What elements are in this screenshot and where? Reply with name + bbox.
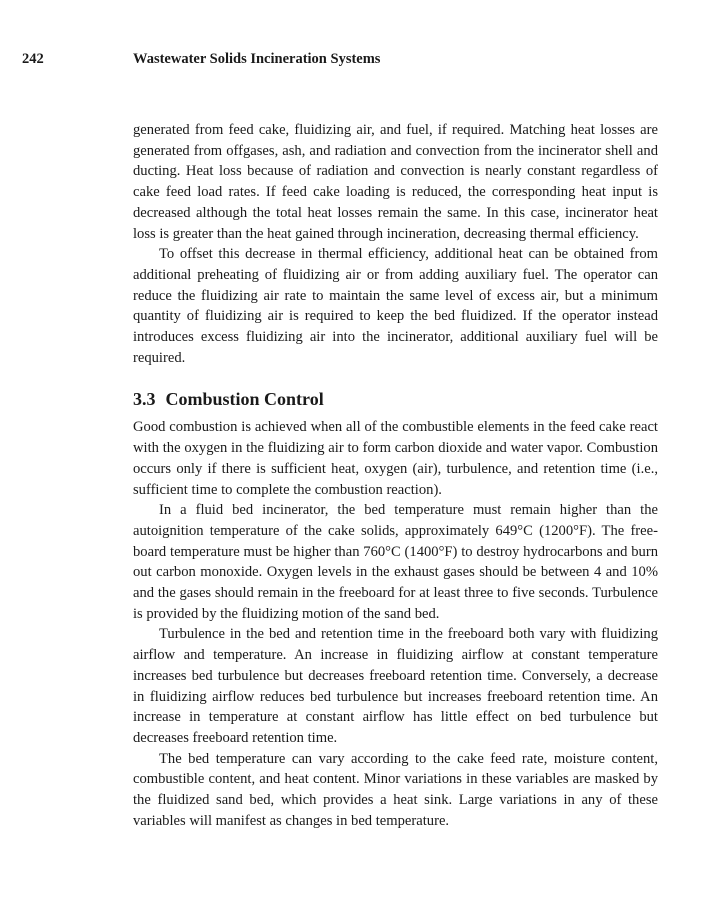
running-head (22, 49, 667, 69)
section-number: 3.3 (133, 389, 156, 410)
paragraph-offset-efficiency: To offset this decrease in thermal efficiency, additional heat can be obtained from additional preheating of fluidizing air or from adding auxiliary fuel. The operator can reduce the fluidizing air rate to maintain the same level of excess air, but a minimum quantity of fluidizing air is required to keep the bed fluidized. If the operator instead introduces excess fluidizing air into the incinerator, additional auxiliary fuel will be required. (133, 246, 658, 366)
paragraph-bed-temperature: In a fluid bed incinerator, the bed temperature must remain higher than the autoignition temperature of the cake solids, approximately 649°C (1200°F). The freeboard temperature must be higher than 760°C (1400°F) to destroy hydrocarbons and burn out carbon monoxide. Oxygen levels in the exhaust gases should be between 4 and 10% and the gases should remain in the freeboard for at least three to five seconds. Turbulence is provided by the fluidizing motion of the sand bed. (133, 502, 658, 622)
book-title: Wastewater Solids Incineration Systems (133, 51, 381, 67)
page-number: 242 (22, 51, 44, 67)
paragraph-continued: generated from feed cake, fluidizing air, and fuel, if required. Matching heat losses are generated from offgases, ash, and radiation and convection from the incinerator shell and ducting. Heat loss because of radiation and convection is nearly constant regardless of cake feed load rates. If feed cake loading is reduced, the corresponding heat input is decreased although the total heat losses remain the same. In this case, incinerator heat loss is greater than the heat gained through incineration, decreasing thermal efficiency. (133, 122, 658, 242)
section-title: Combustion Control (165, 389, 324, 410)
paragraph-turbulence: Turbulence in the bed and retention time in the freeboard both vary with fluidizing airflow and temperature. An increase in fluidizing airflow at constant temperature increases bed turbulence but decreases freeboard retention time. Conversely, a decrease in fluidizing airflow reduces bed turbulence but increases freeboard retention time. An increase in temperature at constant airflow has little effect on bed turbulence but decreases freeboard retention time. (133, 626, 658, 746)
body-text (133, 120, 658, 832)
section-heading (133, 388, 658, 410)
paragraph-feed-rate-variation: The bed temperature can vary according to the cake feed rate, moisture content, combustible content, and heat content. Minor variations in these variables are masked by the fluidized sand bed, which provides a heat sink. Large variations in any of these variables will manifest as changes in bed temperature. (133, 750, 658, 829)
paragraph-good-combustion: Good combustion is achieved when all of the combustible elements in the feed cake react with the oxygen in the fluidizing air to form carbon dioxide and water vapor. Combustion occurs only if there is sufficient heat, oxygen (air), turbulence, and retention time (i.e., sufficient time to complete the combustion reaction). (133, 419, 658, 498)
